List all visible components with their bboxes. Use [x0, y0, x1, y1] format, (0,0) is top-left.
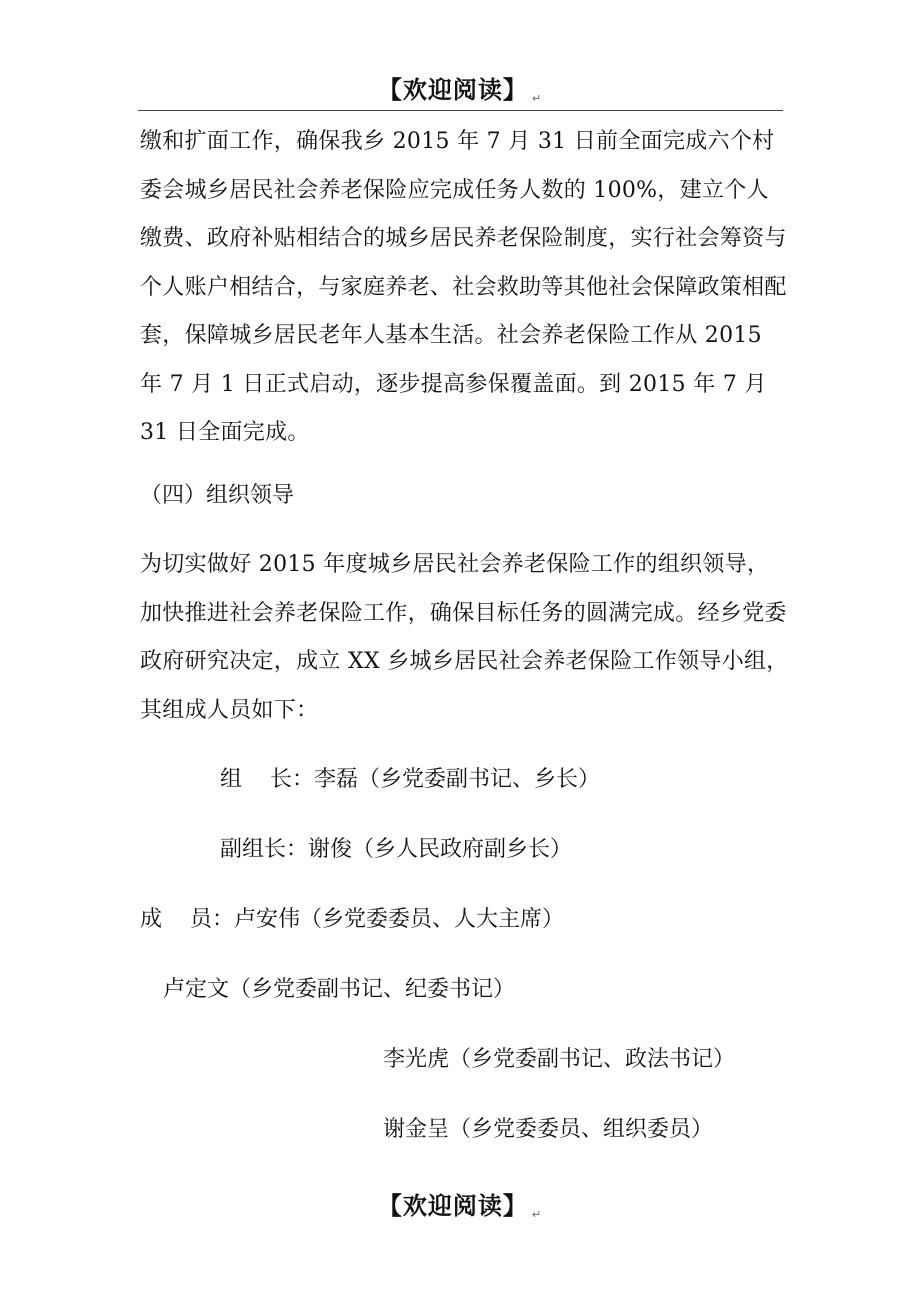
member-1: 成 员：卢安伟（乡党委委员、人大主席） — [140, 907, 564, 932]
page-header — [0, 74, 920, 115]
member-leader: 组 长：李磊（乡党委副书记、乡长） — [220, 767, 600, 792]
footer-title: 【欢迎阅读】 — [377, 1192, 528, 1220]
page-footer — [0, 1190, 920, 1231]
header-title: 【欢迎阅读】 — [377, 76, 528, 104]
section-heading: （四）组织领导 — [140, 483, 295, 508]
paragraph-mark-icon: ↵ — [531, 1208, 543, 1221]
member-deputy: 副组长：谢俊（乡人民政府副乡长） — [220, 837, 573, 862]
paragraph-2: 为切实做好 2015 年度城乡居民社会养老保险工作的组织领导，加快推进社会养老保险工作，确保目标任务的圆满完成。经乡党委政府研究决定，成立 XX 乡城乡居民社会养老保险工作领导小组，其组成人员如下： — [140, 552, 789, 723]
member-4: 谢金呈（乡党委委员、组织委员） — [383, 1117, 714, 1142]
paragraph-mark-icon: ↵ — [531, 92, 543, 105]
member-3: 李光虎（乡党委副书记、政法书记） — [383, 1047, 736, 1072]
header-rule — [138, 110, 783, 111]
paragraph-1: 缴和扩面工作，确保我乡 2015 年 7 月 31 日前全面完成六个村委会城乡居民社会养老保险应完成任务人数的 100%，建立个人缴费、政府补贴相结合的城乡居民养老保险制度，实行社会筹资与个人账户相结合，与家庭养老、社会救助等其他社会保障政策相配套，保障城乡居民老年人基本生活。社会养老保险工作从 2015 年 7 月 1 日正式启动，逐步提高参保覆盖面。到 2015 年 7 月 31 日全面完成。 — [140, 129, 787, 445]
member-2: 卢定文（乡党委副书记、纪委书记） — [163, 977, 516, 1002]
